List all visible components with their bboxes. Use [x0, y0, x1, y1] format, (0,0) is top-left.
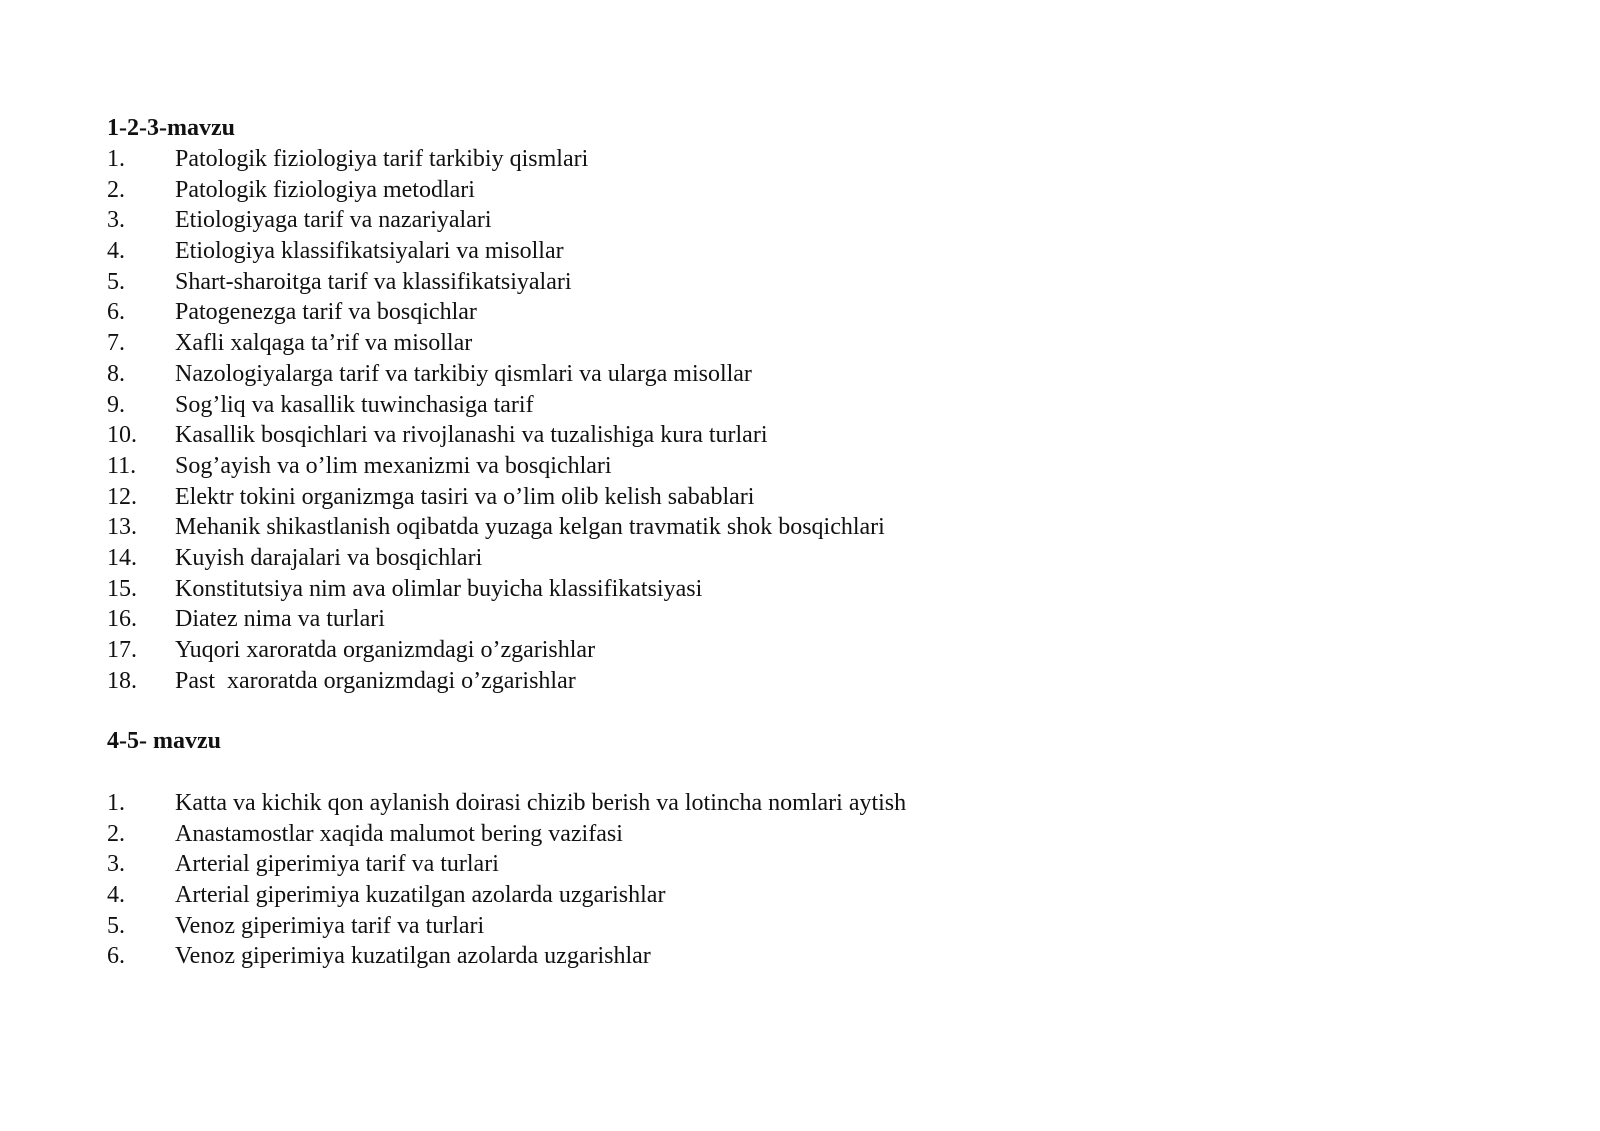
item-number: 3. — [107, 207, 125, 234]
item-number: 6. — [107, 299, 125, 326]
item-text: Patologik fiziologiya metodlari — [175, 176, 475, 203]
item-text: Yuqori xaroratda organizmdagi o’zgarishlar — [175, 637, 596, 663]
item-number: 7. — [107, 330, 125, 357]
item-text: Xafli xalqaga ta’rif va misollar — [175, 330, 473, 357]
item-number: 17. — [107, 637, 137, 663]
item-number: 12. — [107, 483, 137, 510]
item-number: 18. — [107, 667, 137, 694]
item-text: Konstitutsiya nim ava olimlar buyicha klassifikatsiyasi — [175, 575, 703, 602]
item-number: 14. — [107, 544, 137, 571]
item-text: Shart-sharoitga tarif va klassifikatsiyalari — [175, 268, 572, 295]
item-text: Venoz giperimiya kuzatilgan azolarda uzgarishlar — [175, 943, 651, 970]
item-number: 13. — [107, 514, 137, 541]
item-number: 4. — [107, 238, 125, 265]
item-text: Kasallik bosqichlari va rivojlanashi va tuzalishiga kura turlari — [175, 422, 768, 449]
item-text: Kuyish darajalari va bosqichlari — [175, 544, 483, 571]
item-number: 6. — [107, 943, 125, 970]
item-text: Etiologiya klassifikatsiyalari va misollar — [175, 238, 564, 265]
item-text: Sog’ayish va o’lim mexanizmi va bosqichlari — [175, 452, 612, 479]
item-number: 3. — [107, 851, 125, 878]
item-text: Nazologiyalarga tarif va tarkibiy qismlari va ularga misollar — [175, 360, 752, 387]
item-number: 2. — [107, 820, 125, 847]
section-heading: 4-5- mavzu — [107, 728, 221, 754]
item-text: Arterial giperimiya tarif va turlari — [175, 851, 499, 878]
item-text: Katta va kichik qon aylanish doirasi chizib berish va lotincha nomlari aytish — [175, 790, 907, 816]
item-text: Etiologiyaga tarif va nazariyalari — [175, 207, 492, 234]
item-text: Past xaroratda organizmdagi o’zgarishlar — [175, 667, 576, 694]
item-text: Patologik fiziologiya tarif tarkibiy qismlari — [175, 146, 589, 172]
item-text: Elektr tokini organizmga tasiri va o’lim olib kelish sabablari — [175, 483, 755, 510]
item-text: Venoz giperimiya tarif va turlari — [175, 912, 485, 939]
item-number: 2. — [107, 176, 125, 203]
item-number: 1. — [107, 790, 125, 816]
item-number: 5. — [107, 912, 125, 939]
item-text: Arterial giperimiya kuzatilgan azolarda uzgarishlar — [175, 882, 666, 909]
item-number: 1. — [107, 146, 125, 172]
item-number: 9. — [107, 391, 125, 418]
item-text: Anastamostlar xaqida malumot bering vazifasi — [175, 820, 623, 847]
item-text: Diatez nima va turlari — [175, 606, 385, 633]
item-number: 4. — [107, 882, 125, 909]
item-number: 11. — [107, 452, 137, 479]
item-text: Patogenezga tarif va bosqichlar — [175, 299, 477, 326]
item-number: 5. — [107, 268, 125, 295]
item-number: 16. — [107, 606, 137, 633]
item-text: Mehanik shikastlanish oqibatda yuzaga kelgan travmatik shok bosqichlari — [175, 514, 885, 541]
item-number: 15. — [107, 575, 137, 602]
section-heading: 1-2-3-mavzu — [107, 115, 235, 141]
item-number: 8. — [107, 360, 125, 387]
item-text: Sog’liq va kasallik tuwinchasiga tarif — [175, 391, 534, 418]
item-number: 10. — [107, 422, 137, 449]
